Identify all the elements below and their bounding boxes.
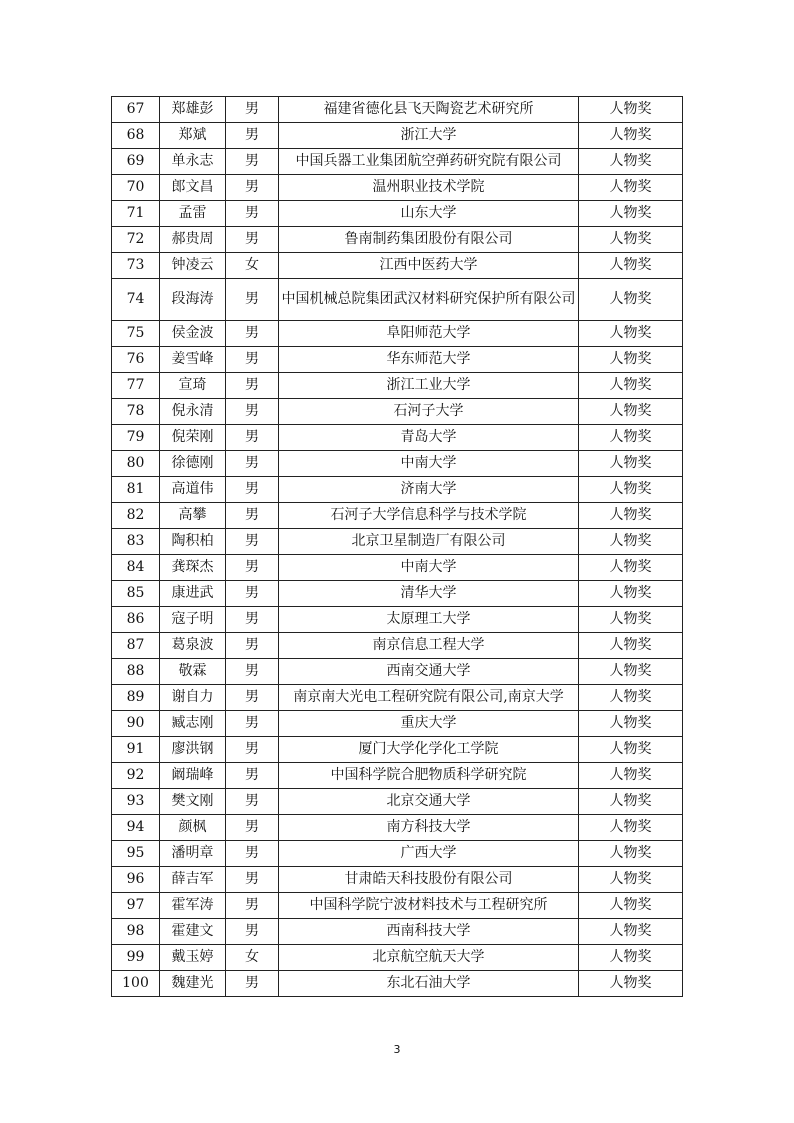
row-number-cell: 80: [112, 451, 160, 477]
person-name-cell: 霍军涛: [160, 893, 226, 919]
gender-cell: 男: [226, 347, 279, 373]
row-number-cell: 92: [112, 763, 160, 789]
organization-cell: 北京卫星制造厂有限公司: [279, 529, 579, 555]
award-type-cell: 人物奖: [579, 893, 683, 919]
person-name-cell: 单永志: [160, 149, 226, 175]
award-list-body: [112, 97, 683, 997]
organization-cell: 福建省德化县飞天陶瓷艺术研究所: [279, 97, 579, 123]
row-number-cell: 98: [112, 919, 160, 945]
row-number-cell: 74: [112, 279, 160, 321]
gender-cell: 男: [226, 477, 279, 503]
person-name-cell: 潘明章: [160, 841, 226, 867]
person-name-cell: 孟雷: [160, 201, 226, 227]
row-number-cell: 100: [112, 971, 160, 997]
table-row: [112, 763, 683, 789]
award-type-cell: 人物奖: [579, 815, 683, 841]
table-row: [112, 841, 683, 867]
person-name-cell: 郎文昌: [160, 175, 226, 201]
award-type-cell: 人物奖: [579, 425, 683, 451]
person-name-cell: 廖洪钢: [160, 737, 226, 763]
row-number-cell: 78: [112, 399, 160, 425]
row-number-cell: 85: [112, 581, 160, 607]
row-number-cell: 68: [112, 123, 160, 149]
gender-cell: 男: [226, 373, 279, 399]
award-type-cell: 人物奖: [579, 607, 683, 633]
row-number-cell: 87: [112, 633, 160, 659]
row-number-cell: 89: [112, 685, 160, 711]
row-number-cell: 99: [112, 945, 160, 971]
table-row: [112, 347, 683, 373]
row-number-cell: 86: [112, 607, 160, 633]
person-name-cell: 敬霖: [160, 659, 226, 685]
row-number-cell: 95: [112, 841, 160, 867]
row-number-cell: 93: [112, 789, 160, 815]
award-type-cell: 人物奖: [579, 763, 683, 789]
gender-cell: 男: [226, 789, 279, 815]
gender-cell: 男: [226, 451, 279, 477]
organization-cell: 北京交通大学: [279, 789, 579, 815]
organization-cell: 东北石油大学: [279, 971, 579, 997]
award-type-cell: 人物奖: [579, 711, 683, 737]
row-number-cell: 69: [112, 149, 160, 175]
organization-cell: 浙江大学: [279, 123, 579, 149]
person-name-cell: 高道伟: [160, 477, 226, 503]
table-row: [112, 529, 683, 555]
row-number-cell: 67: [112, 97, 160, 123]
gender-cell: 男: [226, 175, 279, 201]
award-list-table: [111, 96, 683, 997]
gender-cell: 男: [226, 123, 279, 149]
table-row: [112, 737, 683, 763]
award-type-cell: 人物奖: [579, 477, 683, 503]
table-row: [112, 945, 683, 971]
table-row: [112, 815, 683, 841]
person-name-cell: 寇子明: [160, 607, 226, 633]
person-name-cell: 倪永清: [160, 399, 226, 425]
person-name-cell: 薛吉军: [160, 867, 226, 893]
gender-cell: 男: [226, 425, 279, 451]
table-row: [112, 399, 683, 425]
award-type-cell: 人物奖: [579, 503, 683, 529]
gender-cell: 男: [226, 659, 279, 685]
gender-cell: 男: [226, 529, 279, 555]
row-number-cell: 70: [112, 175, 160, 201]
organization-cell: 青岛大学: [279, 425, 579, 451]
person-name-cell: 徐德刚: [160, 451, 226, 477]
table-row: [112, 149, 683, 175]
organization-cell: 南京南大光电工程研究院有限公司,南京大学: [279, 685, 579, 711]
table-row: [112, 711, 683, 737]
award-type-cell: 人物奖: [579, 451, 683, 477]
person-name-cell: 侯金波: [160, 321, 226, 347]
person-name-cell: 段海涛: [160, 279, 226, 321]
organization-cell: 西南交通大学: [279, 659, 579, 685]
table-row: [112, 971, 683, 997]
organization-cell: 山东大学: [279, 201, 579, 227]
person-name-cell: 宣琦: [160, 373, 226, 399]
row-number-cell: 94: [112, 815, 160, 841]
gender-cell: 男: [226, 737, 279, 763]
organization-cell: 中国科学院宁波材料技术与工程研究所: [279, 893, 579, 919]
organization-cell: 中国科学院合肥物质科学研究院: [279, 763, 579, 789]
award-type-cell: 人物奖: [579, 253, 683, 279]
organization-cell: 济南大学: [279, 477, 579, 503]
person-name-cell: 谢自力: [160, 685, 226, 711]
award-type-cell: 人物奖: [579, 97, 683, 123]
table-row: [112, 321, 683, 347]
table-row: [112, 373, 683, 399]
person-name-cell: 康进武: [160, 581, 226, 607]
table-row: [112, 633, 683, 659]
table-row: [112, 425, 683, 451]
row-number-cell: 83: [112, 529, 160, 555]
person-name-cell: 陶积柏: [160, 529, 226, 555]
row-number-cell: 75: [112, 321, 160, 347]
gender-cell: 男: [226, 227, 279, 253]
award-type-cell: 人物奖: [579, 971, 683, 997]
organization-cell: 中国机械总院集团武汉材料研究保护所有限公司: [279, 279, 579, 321]
gender-cell: 男: [226, 841, 279, 867]
table-row: [112, 685, 683, 711]
row-number-cell: 82: [112, 503, 160, 529]
gender-cell: 男: [226, 711, 279, 737]
table-row: [112, 451, 683, 477]
table-row: [112, 607, 683, 633]
person-name-cell: 龚琛杰: [160, 555, 226, 581]
person-name-cell: 阚瑞峰: [160, 763, 226, 789]
award-type-cell: 人物奖: [579, 347, 683, 373]
organization-cell: 南方科技大学: [279, 815, 579, 841]
award-type-cell: 人物奖: [579, 201, 683, 227]
organization-cell: 华东师范大学: [279, 347, 579, 373]
award-type-cell: 人物奖: [579, 945, 683, 971]
person-name-cell: 戴玉婷: [160, 945, 226, 971]
table-row: [112, 97, 683, 123]
gender-cell: 男: [226, 971, 279, 997]
gender-cell: 男: [226, 685, 279, 711]
award-type-cell: 人物奖: [579, 279, 683, 321]
table-row: [112, 919, 683, 945]
gender-cell: 男: [226, 149, 279, 175]
row-number-cell: 77: [112, 373, 160, 399]
award-type-cell: 人物奖: [579, 659, 683, 685]
gender-cell: 男: [226, 867, 279, 893]
table-row: [112, 893, 683, 919]
gender-cell: 男: [226, 555, 279, 581]
table-row: [112, 477, 683, 503]
gender-cell: 男: [226, 399, 279, 425]
person-name-cell: 郑斌: [160, 123, 226, 149]
award-type-cell: 人物奖: [579, 555, 683, 581]
gender-cell: 男: [226, 607, 279, 633]
gender-cell: 男: [226, 97, 279, 123]
person-name-cell: 霍建文: [160, 919, 226, 945]
person-name-cell: 钟凌云: [160, 253, 226, 279]
table-row: [112, 279, 683, 321]
gender-cell: 女: [226, 945, 279, 971]
gender-cell: 男: [226, 581, 279, 607]
row-number-cell: 84: [112, 555, 160, 581]
gender-cell: 男: [226, 893, 279, 919]
person-name-cell: 郑雄彭: [160, 97, 226, 123]
gender-cell: 男: [226, 503, 279, 529]
gender-cell: 男: [226, 919, 279, 945]
gender-cell: 女: [226, 253, 279, 279]
person-name-cell: 樊文刚: [160, 789, 226, 815]
gender-cell: 男: [226, 815, 279, 841]
gender-cell: 男: [226, 763, 279, 789]
row-number-cell: 71: [112, 201, 160, 227]
organization-cell: 阜阳师范大学: [279, 321, 579, 347]
award-type-cell: 人物奖: [579, 227, 683, 253]
organization-cell: 南京信息工程大学: [279, 633, 579, 659]
organization-cell: 石河子大学信息科学与技术学院: [279, 503, 579, 529]
award-type-cell: 人物奖: [579, 919, 683, 945]
award-type-cell: 人物奖: [579, 633, 683, 659]
award-type-cell: 人物奖: [579, 149, 683, 175]
organization-cell: 中国兵器工业集团航空弹药研究院有限公司: [279, 149, 579, 175]
person-name-cell: 姜雪峰: [160, 347, 226, 373]
organization-cell: 重庆大学: [279, 711, 579, 737]
row-number-cell: 88: [112, 659, 160, 685]
row-number-cell: 76: [112, 347, 160, 373]
row-number-cell: 97: [112, 893, 160, 919]
organization-cell: 石河子大学: [279, 399, 579, 425]
organization-cell: 中南大学: [279, 555, 579, 581]
award-type-cell: 人物奖: [579, 399, 683, 425]
row-number-cell: 91: [112, 737, 160, 763]
table-row: [112, 867, 683, 893]
table-row: [112, 581, 683, 607]
organization-cell: 广西大学: [279, 841, 579, 867]
person-name-cell: 魏建光: [160, 971, 226, 997]
award-type-cell: 人物奖: [579, 841, 683, 867]
award-type-cell: 人物奖: [579, 685, 683, 711]
award-type-cell: 人物奖: [579, 175, 683, 201]
organization-cell: 西南科技大学: [279, 919, 579, 945]
organization-cell: 北京航空航天大学: [279, 945, 579, 971]
organization-cell: 鲁南制药集团股份有限公司: [279, 227, 579, 253]
organization-cell: 厦门大学化学化工学院: [279, 737, 579, 763]
row-number-cell: 90: [112, 711, 160, 737]
person-name-cell: 高攀: [160, 503, 226, 529]
award-type-cell: 人物奖: [579, 321, 683, 347]
page-number: 3: [393, 1043, 401, 1056]
row-number-cell: 79: [112, 425, 160, 451]
organization-cell: 浙江工业大学: [279, 373, 579, 399]
gender-cell: 男: [226, 201, 279, 227]
table-row: [112, 253, 683, 279]
table-row: [112, 227, 683, 253]
organization-cell: 中南大学: [279, 451, 579, 477]
table-row: [112, 503, 683, 529]
person-name-cell: 颜枫: [160, 815, 226, 841]
award-type-cell: 人物奖: [579, 123, 683, 149]
organization-cell: 温州职业技术学院: [279, 175, 579, 201]
row-number-cell: 81: [112, 477, 160, 503]
organization-cell: 太原理工大学: [279, 607, 579, 633]
person-name-cell: 郝贵周: [160, 227, 226, 253]
gender-cell: 男: [226, 633, 279, 659]
row-number-cell: 96: [112, 867, 160, 893]
award-type-cell: 人物奖: [579, 581, 683, 607]
table-row: [112, 659, 683, 685]
row-number-cell: 72: [112, 227, 160, 253]
organization-cell: 甘肃皓天科技股份有限公司: [279, 867, 579, 893]
award-type-cell: 人物奖: [579, 737, 683, 763]
person-name-cell: 葛泉波: [160, 633, 226, 659]
organization-cell: 江西中医药大学: [279, 253, 579, 279]
person-name-cell: 臧志刚: [160, 711, 226, 737]
gender-cell: 男: [226, 279, 279, 321]
organization-cell: 清华大学: [279, 581, 579, 607]
table-row: [112, 123, 683, 149]
award-type-cell: 人物奖: [579, 529, 683, 555]
table-row: [112, 175, 683, 201]
table-row: [112, 789, 683, 815]
award-type-cell: 人物奖: [579, 789, 683, 815]
row-number-cell: 73: [112, 253, 160, 279]
table-row: [112, 555, 683, 581]
award-type-cell: 人物奖: [579, 867, 683, 893]
table-row: [112, 201, 683, 227]
person-name-cell: 倪荣刚: [160, 425, 226, 451]
award-type-cell: 人物奖: [579, 373, 683, 399]
gender-cell: 男: [226, 321, 279, 347]
